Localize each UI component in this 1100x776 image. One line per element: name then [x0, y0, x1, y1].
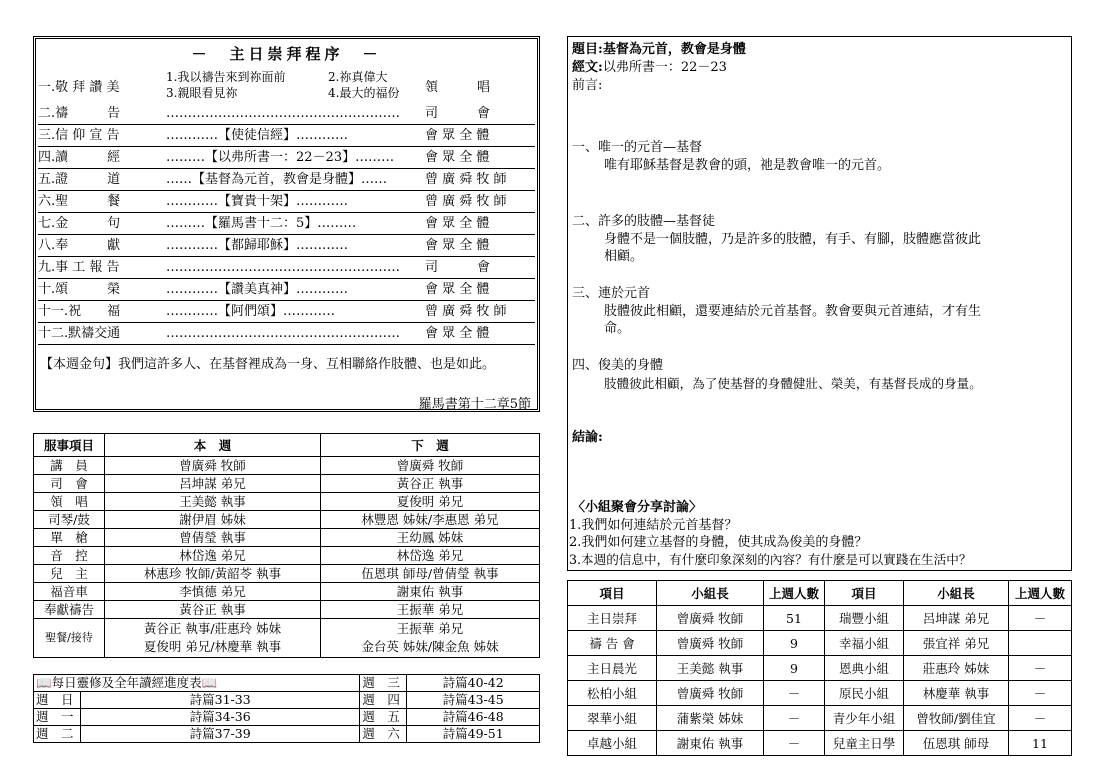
order-who: 司 會 [425, 260, 491, 275]
next-week-cell: 夏俊明 弟兄 [321, 493, 540, 511]
hymn-3: 3.親眼看見祢 [166, 86, 238, 100]
reading-day: 週 一 [34, 709, 81, 726]
attendance: － [764, 706, 825, 731]
order-row [38, 169, 535, 191]
table-row [568, 656, 1072, 681]
table-row [568, 731, 1072, 756]
group-item: 原民小組 [825, 681, 904, 706]
service-item: 聖餐/接待 [34, 619, 105, 658]
memory-verse: 【本週金句】我們這許多人、在基督裡成為一身、互相聯絡作肢體、也是如此。 [40, 357, 496, 372]
conclusion-label: 結論: [572, 430, 603, 445]
service-item: 司 會 [34, 475, 105, 493]
next-week-cell: 王幼鳳 姊妹 [321, 529, 540, 547]
group-leader: 呂坤謀 弟兄 [904, 606, 1009, 631]
point-2-body: 身體不是一個肢體，乃是許多的肢體，有手、有腳，肢體應當彼此 [604, 232, 982, 247]
reading-passage: 詩篇31-33 [81, 692, 360, 709]
group-leader: 林慶華 執事 [904, 681, 1009, 706]
group-leader: 張宜祥 弟兄 [904, 631, 1009, 656]
attendance: － [1009, 706, 1072, 731]
sermon-scripture [572, 59, 1067, 76]
reading-schedule-table [33, 674, 540, 743]
next-week-cell: 王振華 弟兄 [321, 601, 540, 619]
attendance: 9 [764, 656, 825, 681]
this-week-cell: 王美懿 執事 [105, 493, 321, 511]
order-who: 會 眾 全 體 [425, 128, 490, 143]
column-header: 項目 [825, 581, 904, 606]
order-row [38, 213, 535, 235]
this-week-line: 黃谷正 執事/莊惠玲 姊妹 [143, 621, 282, 636]
reading-day: 週 四 [360, 692, 407, 709]
service-item: 福音車 [34, 583, 105, 601]
table-row [34, 601, 540, 619]
table-row [34, 565, 540, 583]
order-middle: ……………………………………………… [166, 260, 400, 275]
reading-day: 週 日 [34, 692, 81, 709]
reading-day: 週 二 [34, 726, 81, 743]
order-label: 四.讀 經 [38, 150, 121, 165]
service-item: 單 槍 [34, 529, 105, 547]
column-header: 小組長 [657, 581, 764, 606]
point-1-heading: 一、唯一的元首—基督 [572, 140, 703, 155]
service-item: 講 員 [34, 457, 105, 475]
point-3-heading: 三、連於元首 [572, 286, 651, 301]
intro-label: 前言: [572, 78, 603, 93]
order-middle: …………【都歸耶穌】………… [166, 238, 349, 253]
order-who: 會 眾 全 體 [425, 216, 490, 231]
this-week-cell: 黃谷正 執事 [105, 601, 321, 619]
table-row [34, 457, 540, 475]
table-row [34, 547, 540, 565]
column-header: 上週人數 [764, 581, 825, 606]
service-item: 兒 主 [34, 565, 105, 583]
hymn-2: 2.祢真偉大 [328, 70, 388, 84]
worship-order-title: － 主日崇拜程序 － [191, 45, 382, 63]
point-3-body: 肢體彼此相顧，還要連結於元首基督。教會要與元首連結，才有生 [604, 304, 982, 319]
point-1-body: 唯有耶穌基督是教會的頭，祂是教會唯一的元首。 [604, 158, 891, 173]
next-week-cell: 林岱逸 弟兄 [321, 547, 540, 565]
order-row-praise [38, 67, 535, 105]
group-leader: 曾廣舜 牧師 [657, 606, 764, 631]
reading-passage: 詩篇34-36 [81, 709, 360, 726]
order-middle: …………【寶貴十架】………… [166, 194, 349, 209]
attendance: － [1009, 681, 1072, 706]
next-week-cell: 伍恩琪 師母/曾倩瑩 執事 [321, 565, 540, 583]
discussion-question: 2.我們如何建立基督的身體，使其成為俊美的身體？ [569, 535, 868, 550]
group-item: 翠華小組 [568, 706, 657, 731]
order-row [38, 279, 535, 301]
group-leader: 蒲紫榮 姊妹 [657, 706, 764, 731]
order-label: 九.事 工 報 告 [38, 260, 120, 275]
order-label: 十一.祝 福 [38, 304, 121, 319]
attendance [1009, 631, 1072, 656]
reading-day: 週 五 [360, 709, 407, 726]
discussion-question: 3.本週的信息中，有什麼印象深刻的內容？有什麼是可以實踐在生活中？ [569, 552, 972, 567]
group-leader: 伍恩琪 師母 [904, 731, 1009, 756]
order-middle: …………【讚美真神】………… [166, 282, 349, 297]
this-week-cell: 曾倩瑩 執事 [105, 529, 321, 547]
group-item: 禱 告 會 [568, 631, 657, 656]
table-header-row [568, 581, 1072, 606]
discussion-title: 〈小組聚會分享討論〉 [572, 500, 703, 515]
group-leader: 曾廣舜 牧師 [657, 681, 764, 706]
order-label: 一.敬 拜 讚 美 [38, 80, 120, 95]
point-2-heading: 二、許多的肢體—基督徒 [572, 214, 716, 229]
column-header: 下 週 [321, 434, 540, 457]
table-row [34, 619, 540, 658]
order-who: 司 會 [425, 106, 491, 121]
order-row [38, 301, 535, 323]
order-label: 六.聖 餐 [38, 194, 121, 209]
order-label: 二.禱 告 [38, 106, 121, 121]
this-week-line: 夏俊明 弟兄/林慶華 執事 [143, 639, 282, 654]
order-row [38, 257, 535, 279]
table-row [568, 706, 1072, 731]
this-week-cell: 呂坤謀 弟兄 [105, 475, 321, 493]
order-who: 會 眾 全 體 [425, 282, 490, 297]
order-row [38, 235, 535, 257]
column-header: 服事項目 [34, 434, 105, 457]
group-leader: 曾廣舜 牧師 [657, 631, 764, 656]
table-row [34, 675, 540, 692]
reading-day: 週 三 [360, 675, 407, 692]
table-row [34, 475, 540, 493]
table-row [568, 606, 1072, 631]
attendance: 11 [1009, 731, 1072, 756]
small-group-table [567, 580, 1072, 756]
this-week-cell: 李慎德 弟兄 [105, 583, 321, 601]
reading-passage: 詩篇49-51 [407, 726, 540, 743]
group-item: 卓越小組 [568, 731, 657, 756]
order-row [38, 323, 535, 345]
this-week-cell: 林岱逸 弟兄 [105, 547, 321, 565]
order-middle: …………【阿們頌】………… [166, 304, 336, 319]
next-week-cell: 黃谷正 執事 [321, 475, 540, 493]
reading-passage: 詩篇40-42 [407, 675, 540, 692]
order-middle: ……【基督為元首，教會是身體】…… [166, 172, 388, 187]
order-row [38, 103, 535, 125]
this-week-cell: 林惠珍 牧師/黃韶苓 執事 [105, 565, 321, 583]
hymn-1: 1.我以禱告來到祢面前 [166, 70, 286, 84]
order-who: 領 唱 [425, 80, 491, 95]
column-header: 小組長 [904, 581, 1009, 606]
next-week-line: 王振華 弟兄 [396, 621, 464, 636]
this-week-cell: 曾廣舜 牧師 [105, 457, 321, 475]
sermon-notes-box [567, 36, 1072, 571]
order-who: 曾 廣 舜 牧 師 [425, 304, 507, 319]
group-leader: 王美懿 執事 [657, 656, 764, 681]
reading-passage: 詩篇43-45 [407, 692, 540, 709]
order-middle: ……………………………………………… [166, 106, 400, 121]
table-row [568, 681, 1072, 706]
attendance: － [764, 731, 825, 756]
memory-verse-reference: 羅馬書第十二章5節 [418, 397, 531, 412]
worship-order-box [33, 36, 540, 412]
order-row [38, 191, 535, 213]
this-week-cell [105, 619, 321, 658]
attendance: － [1009, 606, 1072, 631]
group-item: 松柏小組 [568, 681, 657, 706]
table-row [34, 511, 540, 529]
point-2-body: 相顧。 [604, 249, 644, 264]
scripture-text: 以弗所書一：22－23 [602, 60, 727, 75]
group-leader: 謝東佑 執事 [657, 731, 764, 756]
table-row [34, 726, 540, 743]
service-item: 領 唱 [34, 493, 105, 511]
reading-title: 📖每日靈修及全年讀經進度表📖 [34, 675, 360, 692]
column-header: 項目 [568, 581, 657, 606]
table-row [34, 709, 540, 726]
group-item: 青少年小組 [825, 706, 904, 731]
next-week-cell [321, 619, 540, 658]
table-row [34, 692, 540, 709]
order-label: 十.頌 榮 [38, 282, 121, 297]
order-who: 會 眾 全 體 [425, 238, 490, 253]
order-middle: ………【以弗所書一：22－23】……… [166, 150, 395, 165]
column-header: 本 週 [105, 434, 321, 457]
next-week-line: 金台英 姊妹/陳金魚 姊妹 [361, 639, 499, 654]
group-item: 恩典小組 [825, 656, 904, 681]
order-row [38, 147, 535, 169]
order-middle: ………【羅馬書十二：5】……… [166, 216, 357, 231]
point-4-body: 肢體彼此相顧，為了使基督的身體健壯、榮美，有基督長成的身量。 [604, 376, 982, 391]
table-row [34, 529, 540, 547]
group-item: 幸福小組 [825, 631, 904, 656]
order-row [38, 125, 535, 147]
order-who: 會 眾 全 體 [425, 150, 490, 165]
order-label: 五.證 道 [38, 172, 121, 187]
reading-day: 週 六 [360, 726, 407, 743]
hymn-4: 4.最大的福份 [328, 86, 400, 100]
group-leader: 曾牧師/劉佳宜 [904, 706, 1009, 731]
discussion-question: 1.我們如何連結於元首基督？ [569, 518, 738, 533]
attendance: 9 [764, 631, 825, 656]
topic-label: 題目: [572, 42, 603, 57]
order-who: 曾 廣 舜 牧 師 [425, 172, 507, 187]
next-week-cell: 林豐恩 姊妹/李惠恩 弟兄 [321, 511, 540, 529]
table-header-row [34, 434, 540, 457]
table-row [568, 631, 1072, 656]
reading-passage: 詩篇37-39 [81, 726, 360, 743]
order-label: 八.奉 獻 [38, 238, 121, 253]
order-label: 三.信 仰 宣 告 [38, 128, 120, 143]
attendance: － [1009, 656, 1072, 681]
order-middle: …………【使徒信經】………… [166, 128, 349, 143]
order-label: 七.金 句 [38, 216, 121, 231]
service-roster-table [33, 433, 540, 658]
service-item: 奉獻禱告 [34, 601, 105, 619]
point-4-heading: 四、俊美的身體 [572, 358, 664, 373]
topic-text: 基督為元首，教會是身體 [602, 42, 746, 57]
point-3-body: 命。 [604, 321, 631, 336]
group-item: 兒童主日學 [825, 731, 904, 756]
this-week-cell: 謝伊眉 姊妹 [105, 511, 321, 529]
sermon-topic [572, 41, 1067, 58]
attendance: － [764, 681, 825, 706]
scripture-label: 經文: [572, 60, 603, 75]
next-week-cell: 曾廣舜 牧師 [321, 457, 540, 475]
order-middle: ……………………………………………… [166, 326, 400, 341]
group-item: 瑞豐小組 [825, 606, 904, 631]
service-item: 音 控 [34, 547, 105, 565]
group-item: 主日崇拜 [568, 606, 657, 631]
column-header: 上週人數 [1009, 581, 1072, 606]
service-item: 司琴/鼓 [34, 511, 105, 529]
group-item: 主日晨光 [568, 656, 657, 681]
order-who: 曾 廣 舜 牧 師 [425, 194, 507, 209]
table-row [34, 493, 540, 511]
order-who: 會 眾 全 體 [425, 326, 490, 341]
table-row [34, 583, 540, 601]
reading-passage: 詩篇46-48 [407, 709, 540, 726]
next-week-cell: 謝東佑 執事 [321, 583, 540, 601]
order-label: 十二.默禱交通 [38, 326, 121, 341]
group-leader: 莊惠玲 姊妹 [904, 656, 1009, 681]
attendance: 51 [764, 606, 825, 631]
